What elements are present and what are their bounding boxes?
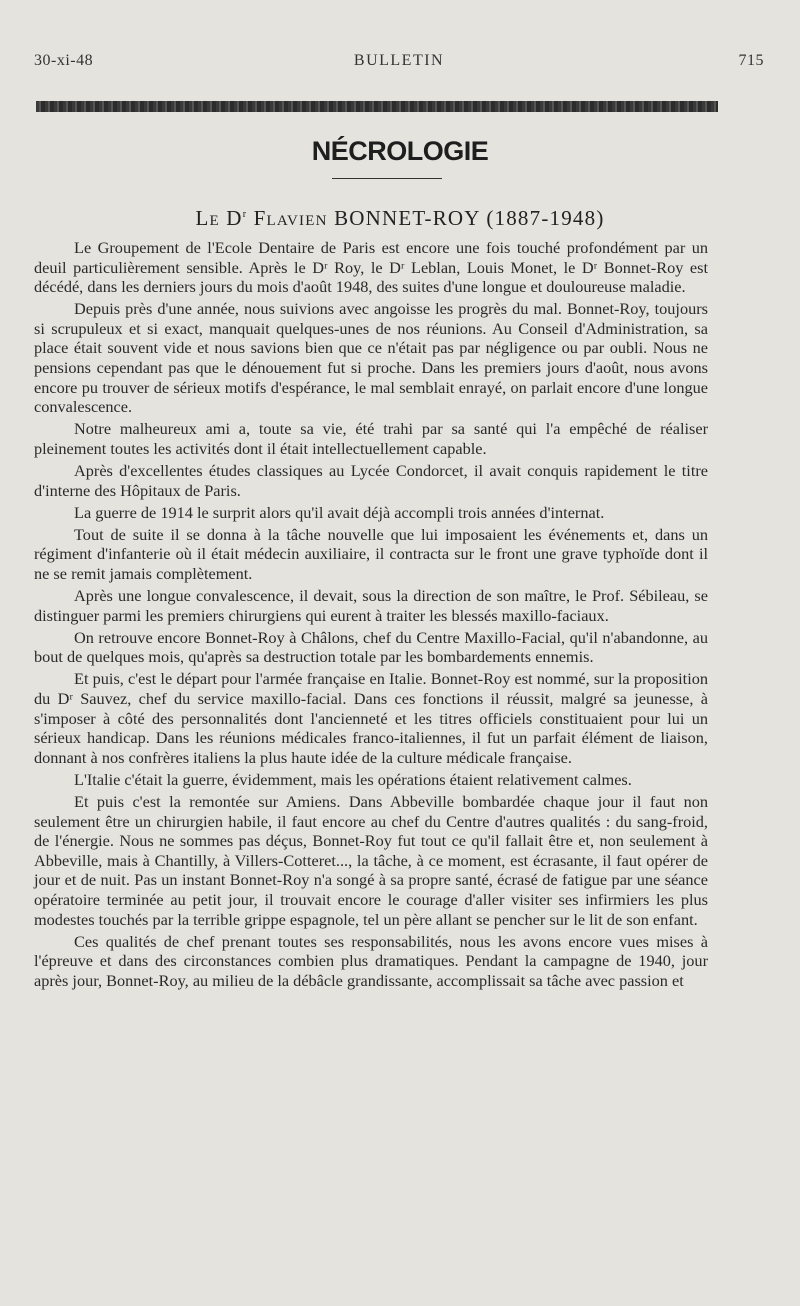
paragraph: Tout de suite il se donna à la tâche nouvelle que lui imposaient les événements et, dans un régiment d'infanterie où il était médecin auxiliaire, il contracta sur le front une grave typhoïde dont il ne se remit jamais complètement. [34,524,708,583]
paragraph: Depuis près d'une année, nous suivions avec angoisse les progrès du mal. Bonnet-Roy, toujours si scrupuleux et si exact, manquait quelques-unes de nos réunions. Au Conseil d'Administration, sa place était souvent vide et nous savions bien que ce n'était pas par négligence ou par oubli. Nous ne pensions cependant pas que le dénouement fut si proche. Dans les premiers jours d'août, nous avons encore pu trouver de sérieux motifs d'espérance, le mal semblait enrayé, on parlait encore d'une longue convalescence. [34,299,708,417]
issue-date: 30-xi-48 [34,52,94,69]
article-title [0,206,800,231]
paragraph: Après d'excellentes études classiques au Lycée Condorcet, il avait conquis rapidement le titre d'interne des Hôpitaux de Paris. [34,461,708,500]
title-prefix: Le D [195,206,243,230]
paragraph: Après une longue convalescence, il devait, sous la direction de son maître, le Prof. Sébileau, se distinguer parmi les premiers chirurgiens qui eurent à traiter les blessés maxillo-faciaux. [34,586,708,625]
page-number: 715 [738,52,764,69]
paragraph: Le Groupement de l'Ecole Dentaire de Paris est encore une fois touché profondément par un deuil particulièrement sensible. Après le Dʳ Roy, le Dʳ Leblan, Louis Monet, le Dʳ Bonnet-Roy est décédé, dans les derniers jours du mois d'août 1948, des suites d'une longue et douloureuse maladie. [34,238,708,297]
title-underline [332,178,442,179]
paragraph: Et puis c'est la remontée sur Amiens. Dans Abbeville bombardée chaque jour il faut non seulement être un chirurgien habile, il faut encore au chef du Centre d'autres qualités : du sang-froid, de l'énergie. Nous ne sommes pas déçus, Bonnet-Roy fut tout ce qu'il fallait être et, non seulement à Abbeville, mais à Chantilly, à Villers-Cotteret..., la tâche, à ce moment, est écrasante, il faut opérer de jour et de nuit. Pas un instant Bonnet-Roy n'a songé à sa propre santé, écrasé de fatigue par une séance opératoire terminée au petit jour, il trouvait encore le courage d'aller visiter ses infirmiers les plus modestes touchés par la terrible grippe espagnole, tel un père allant se pencher sur le lit de son enfant. [34,792,708,929]
paragraph: Notre malheureux ami a, toute sa vie, été trahi par sa santé qui l'a empêché de réaliser pleinement toutes les activités dont il était intellectuellement capable. [34,419,708,458]
title-surname: BONNET-ROY [334,206,480,230]
paragraph: L'Italie c'était la guerre, évidemment, mais les opérations étaient relativement calmes. [74,769,632,789]
title-sup: r [242,209,248,220]
article-body [34,238,708,993]
title-given-name: Flavien [253,206,328,230]
paragraph: La guerre de 1914 le surprit alors qu'il avait déjà accompli trois années d'internat. [74,502,605,522]
title-dates: (1887-1948) [486,206,605,230]
decorative-rule [36,101,718,112]
section-title: NÉCROLOGIE [311,136,489,166]
running-header [34,52,764,70]
paragraph: Et puis, c'est le départ pour l'armée française en Italie. Bonnet-Roy est nommé, sur la proposition du Dʳ Sauvez, chef du service maxillo-facial. Dans ces fonctions il réussit, malgré sa jeunesse, à s'imposer à côté des personnalités dont l'ancienneté et les titres officiels constituaient pour lui un sérieux handicap. Dans les réunions médicales franco-italiennes, il fut un parfait élément de liaison, donnant à nos confrères italiens la plus haute idée de la culture médicale française. [34,669,708,767]
journal-name: BULLETIN [353,52,445,69]
paragraph: Ces qualités de chef prenant toutes ses responsabilités, nous les avons encore vues mises à l'épreuve et dans des circonstances combien plus dramatiques. Pendant la campagne de 1940, jour après jour, Bonnet-Roy, au milieu de la débâcle grandissante, accomplissait sa tâche avec passion et [34,931,708,990]
paragraph: On retrouve encore Bonnet-Roy à Châlons, chef du Centre Maxillo-Facial, qu'il n'abandonne, au bout de quelques mois, qu'après sa destruction totale par les bombardements ennemis. [34,627,708,667]
